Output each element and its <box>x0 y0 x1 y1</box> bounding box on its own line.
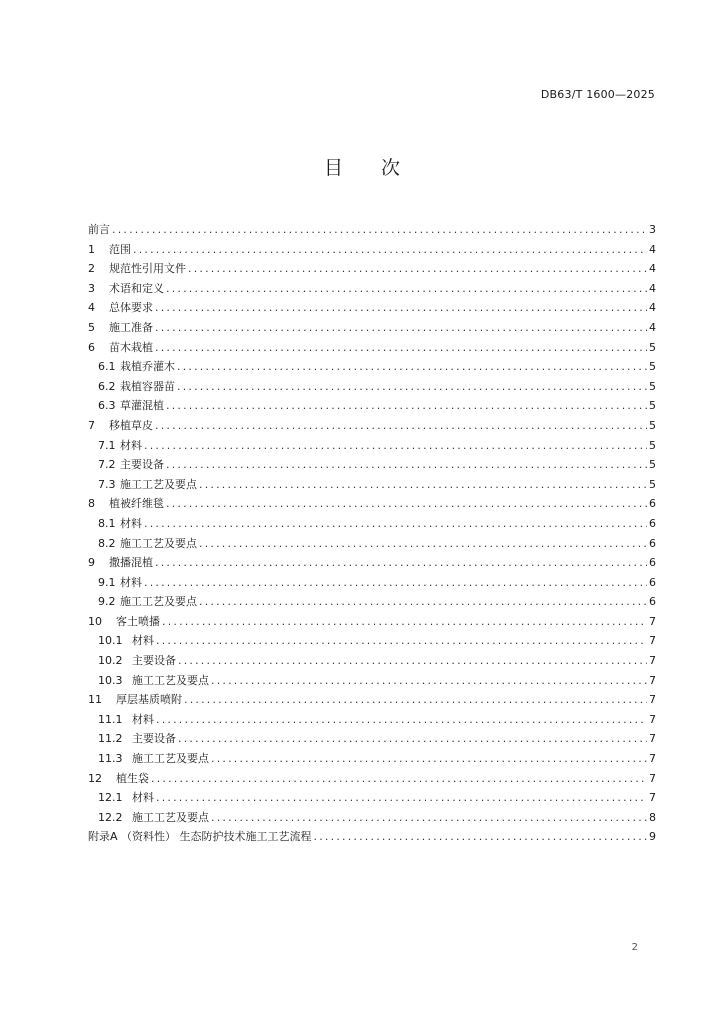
toc-entry[interactable] <box>88 240 656 260</box>
document-code: DB63/T 1600—2025 <box>540 88 655 101</box>
toc-entry-number: 7.2 <box>98 458 116 472</box>
table-of-contents <box>88 220 656 847</box>
toc-entry-number: 6.1 <box>98 360 116 374</box>
toc-leader-dots <box>166 455 647 474</box>
toc-entry-page: 7 <box>649 752 656 766</box>
toc-subentry[interactable] <box>88 651 656 671</box>
toc-entry-title: 苗木栽植 <box>109 340 153 354</box>
toc-entry-page: 7 <box>649 791 656 805</box>
toc-entry-number: 9.2 <box>98 595 116 609</box>
toc-leader-dots <box>177 377 647 396</box>
toc-entry-page: 6 <box>649 497 656 511</box>
toc-entry-page: 7 <box>649 634 656 648</box>
toc-entry-page: 6 <box>649 595 656 609</box>
toc-entry-number: 10 <box>88 614 102 628</box>
toc-entry-page: 5 <box>649 360 656 374</box>
toc-entry[interactable] <box>88 494 656 514</box>
toc-entry-page: 5 <box>649 379 656 393</box>
toc-leader-dots <box>178 651 647 670</box>
toc-entry-page: 5 <box>649 399 656 413</box>
toc-entry-number: 10.2 <box>98 654 123 668</box>
toc-entry-page: 7 <box>649 712 656 726</box>
toc-entry-number: 6 <box>88 340 95 354</box>
toc-subentry[interactable] <box>88 808 656 828</box>
toc-entry-number: 6.3 <box>98 399 116 413</box>
title-char-2: 次 <box>381 157 401 179</box>
toc-entry[interactable] <box>88 416 656 436</box>
toc-subentry[interactable] <box>88 729 656 749</box>
toc-leader-dots <box>199 475 647 494</box>
toc-entry-title: 规范性引用文件 <box>109 262 186 276</box>
toc-subentry[interactable] <box>88 455 656 475</box>
toc-entry[interactable] <box>88 827 656 847</box>
title-char-1: 目 <box>323 157 343 179</box>
toc-leader-dots <box>156 788 647 807</box>
toc-subentry[interactable] <box>88 788 656 808</box>
toc-subentry[interactable] <box>88 514 656 534</box>
toc-entry-page: 7 <box>649 771 656 785</box>
toc-entry-page: 7 <box>649 693 656 707</box>
toc-leader-dots <box>211 671 647 690</box>
toc-entry-title: 撒播混植 <box>109 556 153 570</box>
toc-leader-dots <box>144 573 647 592</box>
toc-entry-page: 4 <box>649 281 656 295</box>
toc-leader-dots <box>155 553 647 572</box>
toc-subentry[interactable] <box>88 631 656 651</box>
toc-entry-page: 7 <box>649 654 656 668</box>
toc-entry-number: 8.2 <box>98 536 116 550</box>
toc-leader-dots <box>144 436 647 455</box>
toc-entry[interactable] <box>88 220 656 240</box>
toc-entry[interactable] <box>88 318 656 338</box>
toc-leader-dots <box>156 710 647 729</box>
toc-entry-number: 12 <box>88 771 102 785</box>
toc-entry-page: 3 <box>649 223 656 236</box>
toc-entry-number: 4 <box>88 301 95 315</box>
toc-subentry[interactable] <box>88 592 656 612</box>
toc-entry-number: 7 <box>88 418 95 432</box>
toc-entry[interactable] <box>88 279 656 299</box>
toc-leader-dots <box>178 729 647 748</box>
toc-subentry[interactable] <box>88 377 656 397</box>
toc-subentry[interactable] <box>88 357 656 377</box>
toc-leader-dots <box>177 357 647 376</box>
toc-entry-title: 材料 <box>120 575 142 589</box>
toc-entry-title: 施工工艺及要点 <box>120 536 197 550</box>
toc-entry-number: 9 <box>88 556 95 570</box>
toc-entry-title: 草灌混植 <box>120 399 164 413</box>
toc-entry[interactable] <box>88 298 656 318</box>
toc-entry-number: 11.2 <box>98 732 123 746</box>
toc-subentry[interactable] <box>88 710 656 730</box>
toc-entry-number: 8 <box>88 497 95 511</box>
toc-entry-page: 5 <box>649 438 656 452</box>
toc-leader-dots <box>155 338 647 357</box>
toc-leader-dots <box>151 769 647 788</box>
toc-entry-title: 主要设备 <box>132 732 176 746</box>
toc-leader-dots <box>184 690 647 709</box>
toc-leader-dots <box>199 534 647 553</box>
toc-entry-title: 范围 <box>109 242 131 256</box>
toc-leader-dots <box>166 279 647 298</box>
toc-entry[interactable] <box>88 553 656 573</box>
toc-entry-title: 材料 <box>132 791 154 805</box>
toc-subentry[interactable] <box>88 573 656 593</box>
toc-entry-title: 施工工艺及要点 <box>132 752 209 766</box>
toc-subentry[interactable] <box>88 475 656 495</box>
toc-entry-title: 施工工艺及要点 <box>132 810 209 824</box>
toc-leader-dots <box>156 631 647 650</box>
toc-entry-title: 施工工艺及要点 <box>120 595 197 609</box>
toc-entry-number: 10.1 <box>98 634 123 648</box>
toc-leader-dots <box>144 514 647 533</box>
toc-subentry[interactable] <box>88 534 656 554</box>
toc-entry[interactable] <box>88 612 656 632</box>
toc-entry[interactable] <box>88 259 656 279</box>
toc-leader-dots <box>155 298 647 317</box>
toc-entry[interactable] <box>88 769 656 789</box>
toc-entry-number: 12.1 <box>98 791 123 805</box>
toc-entry-title: 施工工艺及要点 <box>120 477 197 491</box>
toc-leader-dots <box>133 240 647 259</box>
toc-subentry[interactable] <box>88 671 656 691</box>
toc-entry-number: 6.2 <box>98 379 116 393</box>
page-title <box>0 153 724 180</box>
toc-entry-number: 5 <box>88 320 95 334</box>
toc-entry-number: 9.1 <box>98 575 116 589</box>
toc-leader-dots <box>155 416 647 435</box>
toc-entry-title: 主要设备 <box>132 654 176 668</box>
toc-entry-title: 植被纤维毯 <box>109 497 164 511</box>
toc-entry-number: 11.1 <box>98 712 123 726</box>
toc-leader-dots <box>199 592 647 611</box>
toc-entry-title: 施工工艺及要点 <box>132 673 209 687</box>
toc-entry-title: 前言 <box>88 223 110 236</box>
toc-entry-title: 术语和定义 <box>109 281 164 295</box>
toc-entry-page: 7 <box>649 732 656 746</box>
toc-entry-title: 客土喷播 <box>116 614 160 628</box>
toc-entry-page: 6 <box>649 556 656 570</box>
toc-entry-title: 总体要求 <box>109 301 153 315</box>
toc-entry-page: 7 <box>649 614 656 628</box>
toc-leader-dots <box>166 494 647 513</box>
toc-leader-dots <box>166 396 647 415</box>
toc-entry-number: 11.3 <box>98 752 123 766</box>
toc-entry[interactable] <box>88 690 656 710</box>
toc-entry-page: 4 <box>649 320 656 334</box>
toc-leader-dots <box>162 612 647 631</box>
toc-entry-page: 6 <box>649 536 656 550</box>
toc-entry-page: 5 <box>649 340 656 354</box>
toc-entry-page: 9 <box>649 830 656 844</box>
toc-entry-title: 材料 <box>120 516 142 530</box>
toc-entry-number: 12.2 <box>98 810 123 824</box>
toc-entry-title: 主要设备 <box>120 458 164 472</box>
toc-entry-page: 8 <box>649 810 656 824</box>
toc-entry-title: 施工准备 <box>109 320 153 334</box>
page-number: 2 <box>631 942 638 953</box>
toc-entry-page: 4 <box>649 301 656 315</box>
toc-leader-dots <box>188 259 647 278</box>
toc-entry-page: 5 <box>649 418 656 432</box>
toc-entry-number: 7.3 <box>98 477 116 491</box>
toc-entry-page: 4 <box>649 262 656 276</box>
toc-leader-dots <box>314 827 647 846</box>
toc-entry-page: 7 <box>649 673 656 687</box>
toc-subentry[interactable] <box>88 396 656 416</box>
toc-entry-title: 厚层基质喷附 <box>116 693 182 707</box>
toc-entry-number: 7.1 <box>98 438 116 452</box>
toc-entry-title: 附录A （资料性） 生态防护技术施工工艺流程 <box>88 830 312 844</box>
toc-entry-title: 材料 <box>132 712 154 726</box>
toc-entry-title: 植生袋 <box>116 771 149 785</box>
toc-entry-page: 5 <box>649 458 656 472</box>
toc-entry-number: 10.3 <box>98 673 123 687</box>
toc-entry-title: 材料 <box>120 438 142 452</box>
toc-entry-page: 6 <box>649 575 656 589</box>
toc-entry-page: 5 <box>649 477 656 491</box>
toc-entry[interactable] <box>88 338 656 358</box>
toc-leader-dots <box>211 749 647 768</box>
toc-entry-page: 6 <box>649 516 656 530</box>
toc-entry-number: 2 <box>88 262 95 276</box>
toc-entry-page: 4 <box>649 242 656 256</box>
toc-entry-title: 栽植乔灌木 <box>120 360 175 374</box>
toc-entry-title: 栽植容器苗 <box>120 379 175 393</box>
toc-entry-number: 3 <box>88 281 95 295</box>
toc-subentry[interactable] <box>88 436 656 456</box>
toc-leader-dots <box>211 808 647 827</box>
toc-entry-number: 11 <box>88 693 102 707</box>
toc-entry-title: 移植草皮 <box>109 418 153 432</box>
toc-entry-number: 8.1 <box>98 516 116 530</box>
toc-entry-title: 材料 <box>132 634 154 648</box>
toc-leader-dots <box>155 318 647 337</box>
toc-leader-dots <box>112 220 647 239</box>
toc-entry-number: 1 <box>88 242 95 256</box>
toc-subentry[interactable] <box>88 749 656 769</box>
